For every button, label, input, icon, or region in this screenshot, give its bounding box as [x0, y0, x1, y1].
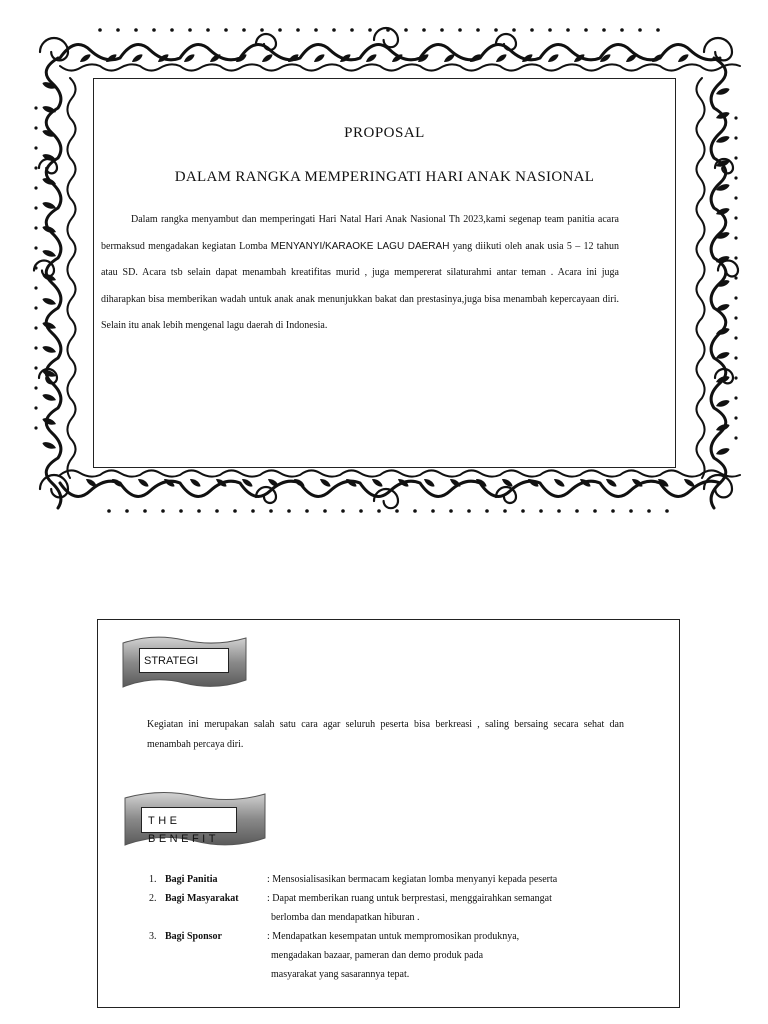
leaf-ornament [365, 53, 378, 64]
dot-ornament [242, 28, 246, 32]
leaf-ornament [715, 398, 730, 408]
dot-ornament [350, 28, 354, 32]
benefit-banner [125, 790, 265, 848]
dot-ornament [530, 28, 534, 32]
benefit-number: 1. [149, 874, 157, 885]
dot-ornament [602, 28, 606, 32]
cover-page [30, 18, 742, 523]
dot-ornament [260, 28, 264, 32]
leaf-ornament [42, 296, 57, 306]
dot-ornament [314, 28, 318, 32]
dot-ornament [98, 28, 102, 32]
dot-ornament [215, 509, 219, 513]
dot-ornament [566, 28, 570, 32]
dot-ornament [34, 106, 37, 109]
dot-ornament [377, 509, 381, 513]
dot-ornament [620, 28, 624, 32]
dot-ornament [323, 509, 327, 513]
dot-ornament [734, 136, 737, 139]
leaf-ornament [42, 344, 57, 354]
dot-ornament [734, 336, 737, 339]
dot-ornament [287, 509, 291, 513]
vine-stroke [704, 38, 732, 60]
dot-ornament [170, 28, 174, 32]
dot-ornament [575, 509, 579, 513]
dot-ornament [485, 509, 489, 513]
vine-stroke [696, 78, 704, 478]
benefit-description-line: : Mendapatkan kesempatan untuk mempromosikan produknya, [267, 931, 520, 942]
dot-ornament [224, 28, 228, 32]
vine-stroke [496, 34, 516, 50]
detail-page [97, 619, 680, 1008]
dot-ornament [332, 28, 336, 32]
leaf-ornament [715, 86, 730, 96]
dot-ornament [611, 509, 615, 513]
leaf-ornament [547, 53, 560, 64]
dot-ornament [734, 316, 737, 319]
benefit-recipient: Bagi Panitia [165, 874, 218, 885]
benefit-description-line: : Mensosialisasikan bermacam kegiatan lomba menyanyi kepada peserta [267, 874, 558, 885]
vine-stroke [46, 58, 61, 508]
dot-ornament [440, 28, 444, 32]
dot-ornament [548, 28, 552, 32]
vine-stroke [60, 470, 740, 476]
leaf-ornament [137, 477, 150, 488]
dot-ornament [34, 406, 37, 409]
dot-ornament [734, 376, 737, 379]
benefit-number: 2. [149, 893, 157, 904]
benefit-number: 3. [149, 931, 157, 942]
leaf-ornament [42, 416, 57, 426]
dot-ornament [734, 416, 737, 419]
strategy-text: Kegiatan ini merupakan salah satu cara agar seluruh peserta bisa berkreasi , saling bersaing secara sehat dan menambah percaya diri. [147, 719, 624, 750]
dot-ornament [296, 28, 300, 32]
dot-ornament [161, 509, 165, 513]
benefit-item [149, 870, 609, 889]
proposal-subtitle: DALAM RANGKA MEMPERINGATI HARI ANAK NASIONAL [174, 169, 595, 185]
leaf-ornament [42, 392, 57, 402]
leaf-ornament [371, 477, 384, 488]
dot-ornament [422, 28, 426, 32]
dot-ornament [734, 356, 737, 359]
vine-stroke [67, 78, 75, 478]
dot-ornament [404, 28, 408, 32]
dot-ornament [734, 436, 737, 439]
leaf-ornament [553, 477, 566, 488]
paragraph-event-name: MENYANYI/KARAOKE LAGU DAERAH [270, 240, 450, 252]
proposal-paragraph [101, 207, 619, 340]
benefit-description-line: masyarakat yang sasarannya tepat. [271, 969, 410, 980]
dot-ornament [278, 28, 282, 32]
dot-ornament [34, 166, 37, 169]
leaf-ornament [42, 224, 57, 234]
leaf-ornament [677, 53, 690, 64]
dot-ornament [152, 28, 156, 32]
dot-ornament [458, 28, 462, 32]
dot-ornament [359, 509, 363, 513]
dot-ornament [647, 509, 651, 513]
benefit-description-line: mengadakan bazaar, pameran dan demo produk pada [271, 950, 484, 961]
dot-ornament [197, 509, 201, 513]
benefit-description [267, 889, 609, 927]
dot-ornament [107, 509, 111, 513]
leaf-ornament [42, 248, 57, 258]
dot-ornament [251, 509, 255, 513]
dot-ornament [34, 346, 37, 349]
leaf-ornament [189, 477, 202, 488]
dot-ornament [431, 509, 435, 513]
benefit-heading: THE BENEFIT [141, 807, 237, 833]
dot-ornament [734, 236, 737, 239]
dot-ornament [386, 28, 390, 32]
dot-ornament [395, 509, 399, 513]
dot-ornament [305, 509, 309, 513]
dot-ornament [557, 509, 561, 513]
vine-stroke [60, 64, 740, 70]
dot-ornament [34, 226, 37, 229]
benefit-item [149, 927, 609, 984]
dot-ornament [512, 28, 516, 32]
leaf-ornament [495, 53, 508, 64]
dot-ornament [34, 266, 37, 269]
proposal-title: PROPOSAL [344, 125, 425, 141]
dot-ornament [34, 306, 37, 309]
dot-ornament [734, 176, 737, 179]
dot-ornament [125, 509, 129, 513]
dot-ornament [734, 156, 737, 159]
vine-stroke [40, 38, 68, 60]
dot-ornament [34, 386, 37, 389]
paragraph-part-a: Dalam rangka menyambut dan memperingati Hari Natal Hari Anak Nasional Th 2023,kami segenap team panitia acara bermaksud mengadakan kegiatan Lomba [101, 214, 619, 252]
strategy-banner [123, 635, 246, 689]
dot-ornament [34, 186, 37, 189]
leaf-ornament [715, 446, 730, 456]
dot-ornament [503, 509, 507, 513]
dot-ornament [233, 509, 237, 513]
leaf-ornament [605, 477, 618, 488]
dot-ornament [638, 28, 642, 32]
vine-stroke [718, 261, 738, 277]
dot-ornament [734, 216, 737, 219]
leaf-ornament [79, 53, 92, 64]
dot-ornament [656, 28, 660, 32]
benefit-description [267, 870, 609, 889]
dot-ornament [34, 146, 37, 149]
dot-ornament [34, 246, 37, 249]
dot-ornament [188, 28, 192, 32]
benefit-description [267, 927, 609, 984]
benefit-recipient: Bagi Sponsor [165, 931, 222, 942]
benefit-recipient: Bagi Masyarakat [165, 893, 239, 904]
vine-stroke [374, 489, 398, 508]
dot-ornament [449, 509, 453, 513]
leaf-ornament [42, 440, 57, 450]
dot-ornament [584, 28, 588, 32]
dot-ornament [413, 509, 417, 513]
dot-ornament [539, 509, 543, 513]
strategy-heading: STRATEGI [139, 648, 229, 673]
dot-ornament [476, 28, 480, 32]
dot-ornament [34, 426, 37, 429]
dot-ornament [368, 28, 372, 32]
dot-ornament [734, 396, 737, 399]
vine-stroke [256, 34, 276, 50]
dot-ornament [116, 28, 120, 32]
dot-ornament [734, 276, 737, 279]
benefit-item [149, 889, 609, 927]
dot-ornament [593, 509, 597, 513]
dot-ornament [179, 509, 183, 513]
dot-ornament [134, 28, 138, 32]
dot-ornament [206, 28, 210, 32]
dot-ornament [665, 509, 669, 513]
proposal-box [93, 78, 676, 468]
dot-ornament [494, 28, 498, 32]
dot-ornament [34, 326, 37, 329]
dot-ornament [341, 509, 345, 513]
dot-ornament [629, 509, 633, 513]
dot-ornament [734, 256, 737, 259]
benefit-description-line: berlomba dan mendapatkan hiburan . [271, 912, 420, 923]
dot-ornament [34, 206, 37, 209]
leaf-ornament [131, 53, 144, 64]
dot-ornament [521, 509, 525, 513]
leaf-ornament [319, 477, 332, 488]
dot-ornament [34, 126, 37, 129]
dot-ornament [34, 286, 37, 289]
leaf-ornament [313, 53, 326, 64]
benefit-description-line: : Dapat memberikan ruang untuk berprestasi, menggairahkan semangat [267, 893, 552, 904]
dot-ornament [734, 296, 737, 299]
dot-ornament [734, 116, 737, 119]
dot-ornament [269, 509, 273, 513]
dot-ornament [143, 509, 147, 513]
dot-ornament [467, 509, 471, 513]
leaf-ornament [261, 53, 274, 64]
benefit-list [149, 870, 609, 984]
dot-ornament [734, 196, 737, 199]
paragraph-part-c: yang diikuti oleh anak usia 5 – 12 tahun atau SD. Acara tsb selain dapat menambah kreatifitas murid , juga mempererat silaturahmi antar teman . Acara ini juga diharapkan bisa memberikan wadah untuk anak anak menunjukkan bakat dan prestasinya,juga bisa menambah kepercayaan diri. Selain itu anak lebih mengenal lagu daerah di Indonesia. [101, 240, 619, 331]
dot-ornament [34, 366, 37, 369]
